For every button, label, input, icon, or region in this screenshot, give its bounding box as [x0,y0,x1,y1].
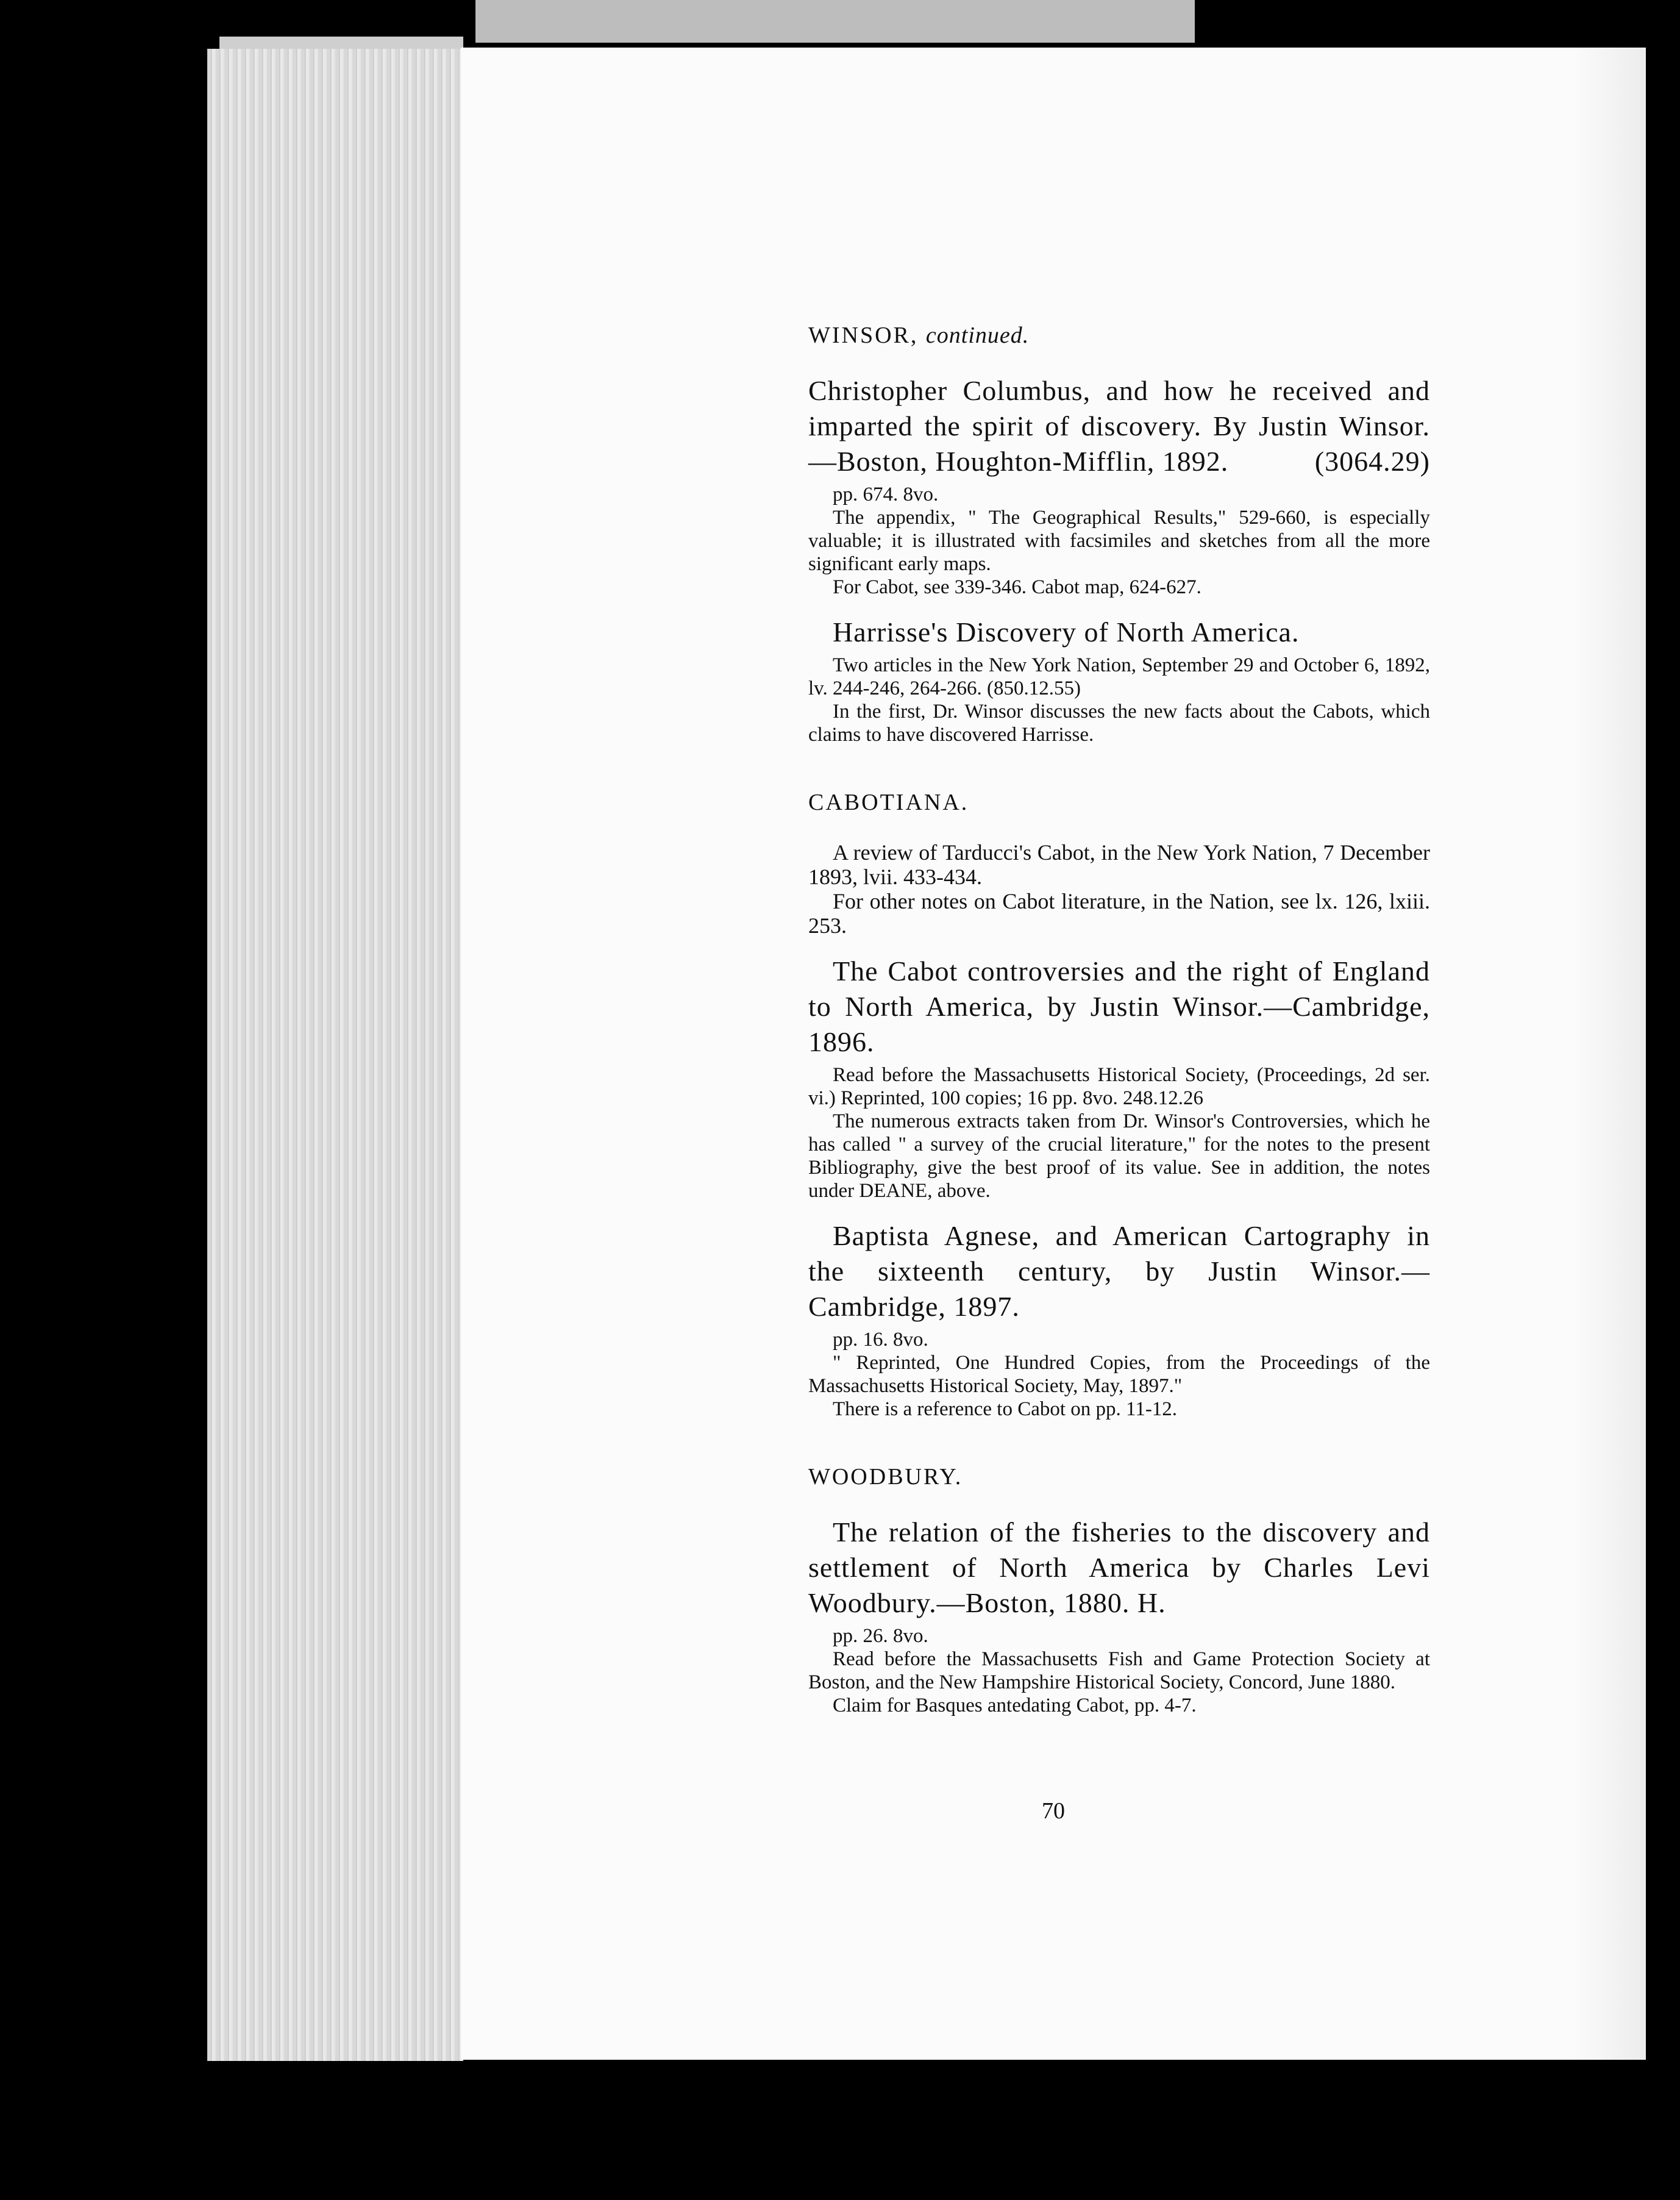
entry-notes [808,1328,1430,1421]
note-line: " Reprinted, One Hundred Copies, from the Proceedings of the Massachusetts Historical Society, May, 1897." [808,1352,1430,1397]
book-page [461,48,1646,2060]
note-line: In the first, Dr. Winsor discusses the new facts about the Cabots, which claims to have discovered Harrisse. [808,701,1430,746]
section-heading [808,322,1430,349]
entry-title: The Cabot controversies and the right of England to North America, by Justin Winsor.—Cambridge, 1896. [808,955,1430,1057]
page-content [808,322,1430,1733]
note-line: Two articles in the New York Nation, September 29 and October 6, 1892, lv. 244-246, 264-266. (850.12.55) [808,654,1430,699]
section-heading: CABOTIANA. [808,790,969,815]
page-shadow [1573,48,1646,2060]
entry-notes [808,483,1430,599]
note-line: Read before the Massachusetts Historical Society, (Proceedings, 2d ser. vi.) Reprinted, 100 copies; 16 pp. 8vo. 248.12.26 [808,1064,1430,1109]
entry-title: Harrisse's Discovery of North America. [833,616,1300,648]
heading-text: WINSOR, [808,323,919,348]
section-winsor [808,322,1430,746]
entry-notes [808,1624,1430,1717]
entry-notes [808,654,1430,746]
note-line: A review of Tarducci's Cabot, in the New York Nation, 7 December 1893, lvii. 433-434. [808,840,1430,889]
entry-fisheries [808,1515,1430,1717]
entry-harrisse [808,615,1430,746]
note-line: pp. 674. 8vo. [833,484,939,505]
note-line: Read before the Massachusetts Fish and Game Protection Society at Boston, and the New Hampshire Historical Society, Concord, June 1880. [808,1648,1430,1693]
note-line: The numerous extracts taken from Dr. Winsor's Controversies, which he has called " a survey of the crucial literature," for the notes to the present Bibliography, give the best proof of its value. See in addition, the notes under DEANE, above. [808,1110,1430,1202]
shelfmark: (3064.29) [1314,446,1430,477]
entry-title: The relation of the fisheries to the discovery and settlement of North America by Charles Levi Woodbury.—Boston, 1880. H. [808,1516,1430,1618]
page-number: 70 [1042,1798,1065,1824]
entry-title: Baptista Agnese, and American Cartography in the sixteenth century, by Justin Winsor.—Cambridge, 1897. [808,1220,1430,1322]
section-woodbury [808,1463,1430,1717]
entry-title: Christopher Columbus, and how he received and imparted the spirit of discovery. By Justin Winsor. —Boston, Houghton-Mifflin, 1892. (3064.29) [808,373,1430,479]
note-line: Claim for Basques antedating Cabot, pp. 4-7. [833,1695,1197,1716]
note-line: For other notes on Cabot literature, in the Nation, see lx. 126, lxiii. 253. [808,889,1430,938]
entry-cabot-controversies [808,954,1430,1202]
note-line: There is a reference to Cabot on pp. 11-12. [833,1398,1178,1420]
note-line: The appendix, " The Geographical Results," 529-660, is especially valuable; it is illustrated with facsimiles and sketches from all the more significant early maps. [808,507,1430,575]
section-cabotiana [808,789,1430,1421]
page-stack-edges [207,49,463,2061]
entry-baptista-agnese [808,1218,1430,1421]
heading-suffix: continued. [925,323,1030,348]
section-heading: WOODBURY. [808,1464,963,1490]
note-line: For Cabot, see 339-346. Cabot map, 624-627. [833,576,1201,598]
entry-tarducci-review [808,840,1430,938]
note-line: pp. 16. 8vo. [833,1329,928,1351]
note-line: pp. 26. 8vo. [833,1625,928,1647]
scan-top-edge [475,0,1195,43]
entry-notes [808,840,1430,938]
entry-columbus [808,373,1430,599]
entry-notes [808,1063,1430,1202]
